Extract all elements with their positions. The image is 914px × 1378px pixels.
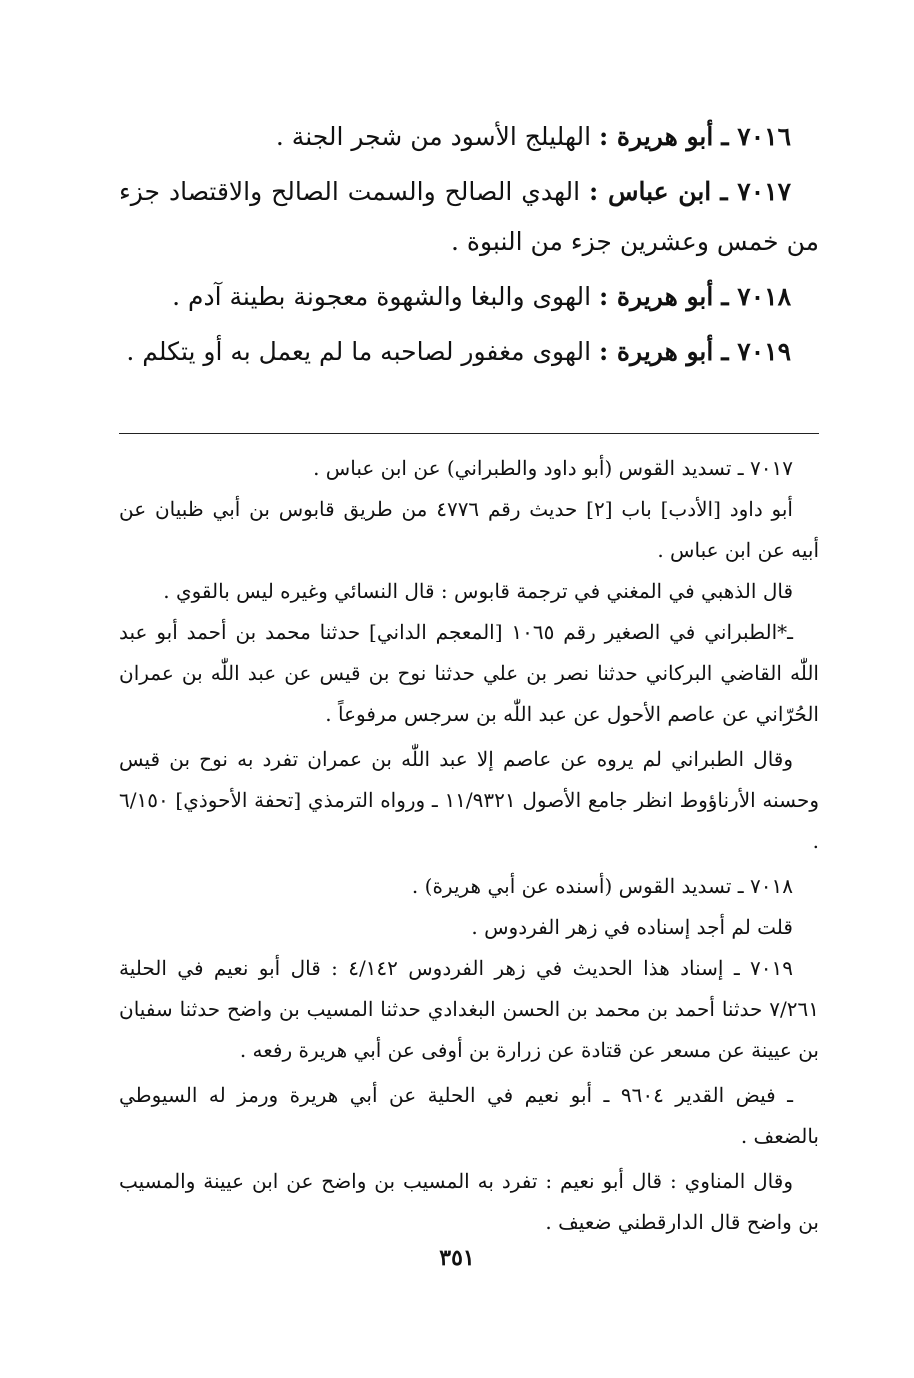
entry-text: الهليلج الأسود من شجر الجنة .	[275, 122, 592, 151]
footnote-paragraph	[119, 448, 819, 489]
footnote-paragraph	[119, 1161, 819, 1243]
footnote-paragraph	[119, 1075, 819, 1157]
entry-narrator: أبو هريرة :	[599, 337, 714, 366]
entry-number: ٧٠١٧ ـ	[720, 177, 792, 206]
entry-narrator: ابن عباس :	[589, 177, 712, 206]
footnote-text: ٧٠١٧ ـ تسديد القوس (أبو داود والطبراني) عن ابن عباس .	[313, 456, 793, 480]
hadith-entry	[119, 272, 819, 322]
hadith-entries	[119, 112, 819, 382]
footnote-text: أبو داود [الأدب] باب [٢] حديث رقم ٤٧٧٦ من طريق قابوس بن أبي ظبيان عن أبيه عن ابن عباس .	[119, 497, 819, 562]
footnote-divider	[119, 433, 819, 434]
entry-number: ٧٠١٨ ـ	[721, 282, 791, 311]
footnotes	[119, 448, 819, 1243]
hadith-entry	[119, 167, 819, 267]
footnote-paragraph	[119, 948, 819, 1071]
footnote-text: ـ*الطبراني في الصغير رقم ١٠٦٥ [المعجم الداني] حدثنا محمد بن أحمد أبو عبد اللّٰه القاضي البركاني حدثنا نصر بن علي حدثنا نوح بن قيس عن عبد اللّٰه بن عمران الحُرّاني عن عاصم الأحول عن عبد اللّٰه بن سرجس مرفوعاً .	[119, 620, 819, 726]
footnote-paragraph	[119, 739, 819, 862]
entry-number: ٧٠١٩ ـ	[721, 337, 791, 366]
entry-narrator: أبو هريرة :	[599, 282, 714, 311]
hadith-entry	[119, 327, 819, 377]
footnote-paragraph	[119, 489, 819, 571]
footnote-text: قال الذهبي في المغني في ترجمة قابوس : قال النسائي وغيره ليس بالقوي .	[163, 579, 793, 603]
entry-text: الهوى مغفور لصاحبه ما لم يعمل به أو يتكلم .	[126, 337, 592, 366]
page-number: ٣٥١	[439, 1245, 475, 1271]
footnote-text: وقال المناوي : قال أبو نعيم : تفرد به المسيب بن واضح عن ابن عيينة والمسيب بن واضح قال الدارقطني ضعيف .	[119, 1169, 819, 1234]
footnote-paragraph	[119, 612, 819, 735]
entry-narrator: أبو هريرة :	[599, 122, 714, 151]
footnote-text: وقال الطبراني لم يروه عن عاصم إلا عبد اللّٰه بن عمران تفرد به نوح بن قيس وحسنه الأرناؤوط انظر جامع الأصول ١١/٩٣٢١ ـ ورواه الترمذي [تحفة الأحوذي] ٦/١٥٠ .	[119, 747, 819, 853]
entry-text: الهوى والبغا والشهوة معجونة بطينة آدم .	[172, 282, 592, 311]
hadith-entry	[119, 112, 819, 162]
footnote-text: ٧٠١٩ ـ إسناد هذا الحديث في زهر الفردوس ٤/١٤٢ : قال أبو نعيم في الحلية ٧/٢٦١ حدثنا أحمد بن محمد بن الحسن البغدادي حدثنا المسيب بن واضح حدثنا سفيان بن عيينة عن مسعر عن قتادة عن زرارة بن أوفى عن أبي هريرة رفعه .	[119, 956, 819, 1062]
footnote-paragraph	[119, 571, 819, 612]
footnote-text: قلت لم أجد إسناده في زهر الفردوس .	[471, 915, 793, 939]
footnote-paragraph	[119, 866, 819, 907]
footnote-paragraph	[119, 907, 819, 948]
footnote-text: ٧٠١٨ ـ تسديد القوس (أسنده عن أبي هريرة) .	[411, 874, 793, 898]
entry-text: الهدي الصالح والسمت الصالح والاقتصاد جزء من خمس وعشرين جزء من النبوة .	[119, 177, 819, 256]
footnote-text: ـ فيض القدير ٩٦٠٤ ـ أبو نعيم في الحلية عن أبي هريرة ورمز له السيوطي بالضعف .	[119, 1083, 819, 1148]
entry-number: ٧٠١٦ ـ	[721, 122, 791, 151]
